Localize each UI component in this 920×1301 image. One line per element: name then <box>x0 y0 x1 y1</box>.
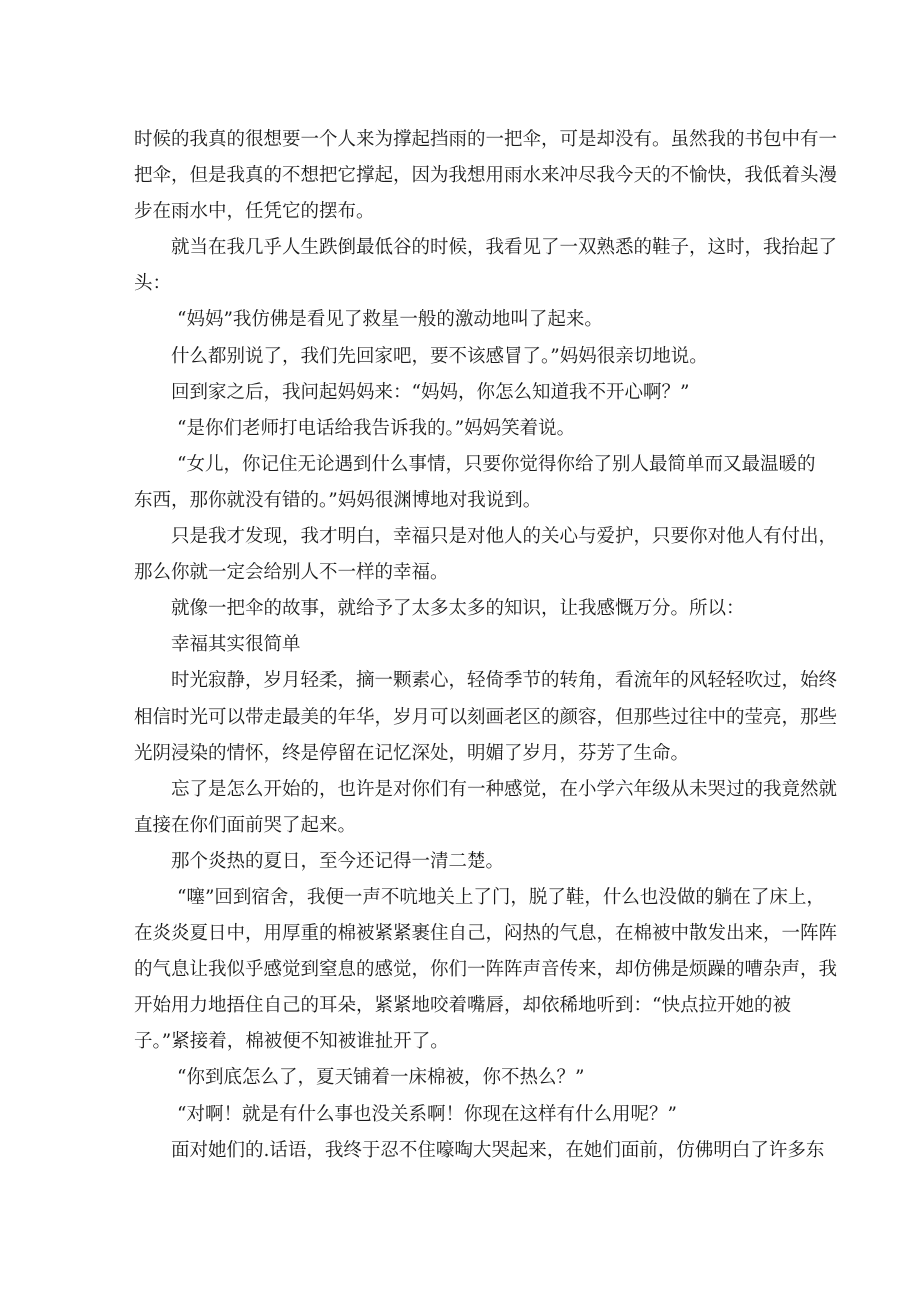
text-line: 子。”紧接着，棉被便不知被谁扯开了。 <box>134 1031 449 1053</box>
text-line: 开始用力地捂住自己的耳朵，紧紧地咬着嘴唇，却依稀地听到：“快点拉开她的被 <box>134 995 791 1017</box>
text-line: “女儿，你记住无论遇到什么事情，只要你觉得你给了别人最简单而又最温暖的 <box>177 453 816 475</box>
paragraph <box>134 519 838 591</box>
text-line: 光阴浸染的情怀，终是停留在记忆深处，明媚了岁月，芬芳了生命。 <box>134 742 690 764</box>
text-line: 在炎炎夏日中，用厚重的棉被紧紧裹住自己，闷热的气息，在棉被中散发出来，一阵阵 <box>134 923 838 945</box>
paragraph <box>134 339 802 375</box>
text-line: 面对她们的.话语，我终于忍不住嚎啕大哭起来，在她们面前，仿佛明白了许多东 <box>171 1139 825 1161</box>
text-line: 幸福其实很简单 <box>171 634 301 656</box>
text-line: 那个炎热的夏日，至今还记得一清二楚。 <box>171 850 505 872</box>
text-line: 东西，那你就没有错的。”妈妈很渊博地对我说到。 <box>134 489 542 511</box>
text-line: 头： <box>134 273 172 295</box>
text-line: 的气息让我似乎感觉到窒息的感觉，你们一阵阵声音传来，却仿佛是烦躁的嘈杂声，我 <box>134 959 838 981</box>
paragraph <box>134 1097 802 1133</box>
text-line: 步在雨水中，任凭它的摆布。 <box>134 201 375 223</box>
text-line: 只是我才发现，我才明白，幸福只是对他人的关心与爱护，只要你对他人有付出， <box>171 526 838 548</box>
text-line: 时光寂静，岁月轻柔，摘一颗素心，轻倚季节的转角，看流年的风轻轻吹过，始终 <box>171 670 838 692</box>
paragraph <box>134 772 838 844</box>
paragraph <box>134 122 838 230</box>
document-body <box>134 122 838 1169</box>
paragraph <box>134 844 802 880</box>
text-line: 那么你就一定会给别人不一样的幸福。 <box>134 562 449 584</box>
text-line: 什么都别说了，我们先回家吧，要不该感冒了。”妈妈很亲切地说。 <box>171 345 708 367</box>
paragraph <box>134 1133 825 1169</box>
paragraph <box>134 302 802 338</box>
text-line: “妈妈”我仿佛是看见了救星一般的激动地叫了起来。 <box>177 309 603 331</box>
text-line: 直接在你们面前哭了起来。 <box>134 814 357 836</box>
paragraph <box>134 230 838 302</box>
text-line: 时候的我真的很想要一个人来为撑起挡雨的一把伞，可是却没有。虽然我的书包中有一 <box>134 129 838 150</box>
text-line: “是你们老师打电话给我告诉我的。”妈妈笑着说。 <box>177 417 576 439</box>
paragraph <box>134 375 802 411</box>
text-line: “噻”回到宿舍，我便一声不吭地关上了门，脱了鞋，什么也没做的躺在了床上， <box>177 886 825 908</box>
paragraph <box>134 627 802 663</box>
text-line: 相信时光可以带走最美的年华，岁月可以刻画老区的颜容，但那些过往中的莹亮，那些 <box>134 706 838 728</box>
text-line: 忘了是怎么开始的，也许是对你们有一种感觉，在小学六年级从未哭过的我竟然就 <box>171 778 838 800</box>
text-line: “对啊！就是有什么事也没关系啊！你现在这样有什么用呢？” <box>177 1103 677 1125</box>
paragraph <box>134 591 802 627</box>
text-line: 就像一把伞的故事，就给予了太多太多的知识，让我感慨万分。所以： <box>171 598 745 620</box>
paragraph <box>134 880 838 1060</box>
text-line: “你到底怎么了，夏天铺着一床棉被，你不热么？” <box>177 1067 585 1089</box>
text-line: 把伞，但是我真的不想把它撑起，因为我想用雨水来冲尽我今天的不愉快，我低着头漫 <box>134 165 838 187</box>
paragraph <box>134 411 802 447</box>
text-line: 就当在我几乎人生跌倒最低谷的时候，我看见了一双熟悉的鞋子，这时，我抬起了 <box>171 237 838 259</box>
text-line: 回到家之后，我问起妈妈来：“妈妈，你怎么知道我不开心啊？” <box>171 381 690 403</box>
paragraph <box>134 1060 802 1096</box>
paragraph <box>134 663 838 771</box>
paragraph <box>134 447 816 519</box>
